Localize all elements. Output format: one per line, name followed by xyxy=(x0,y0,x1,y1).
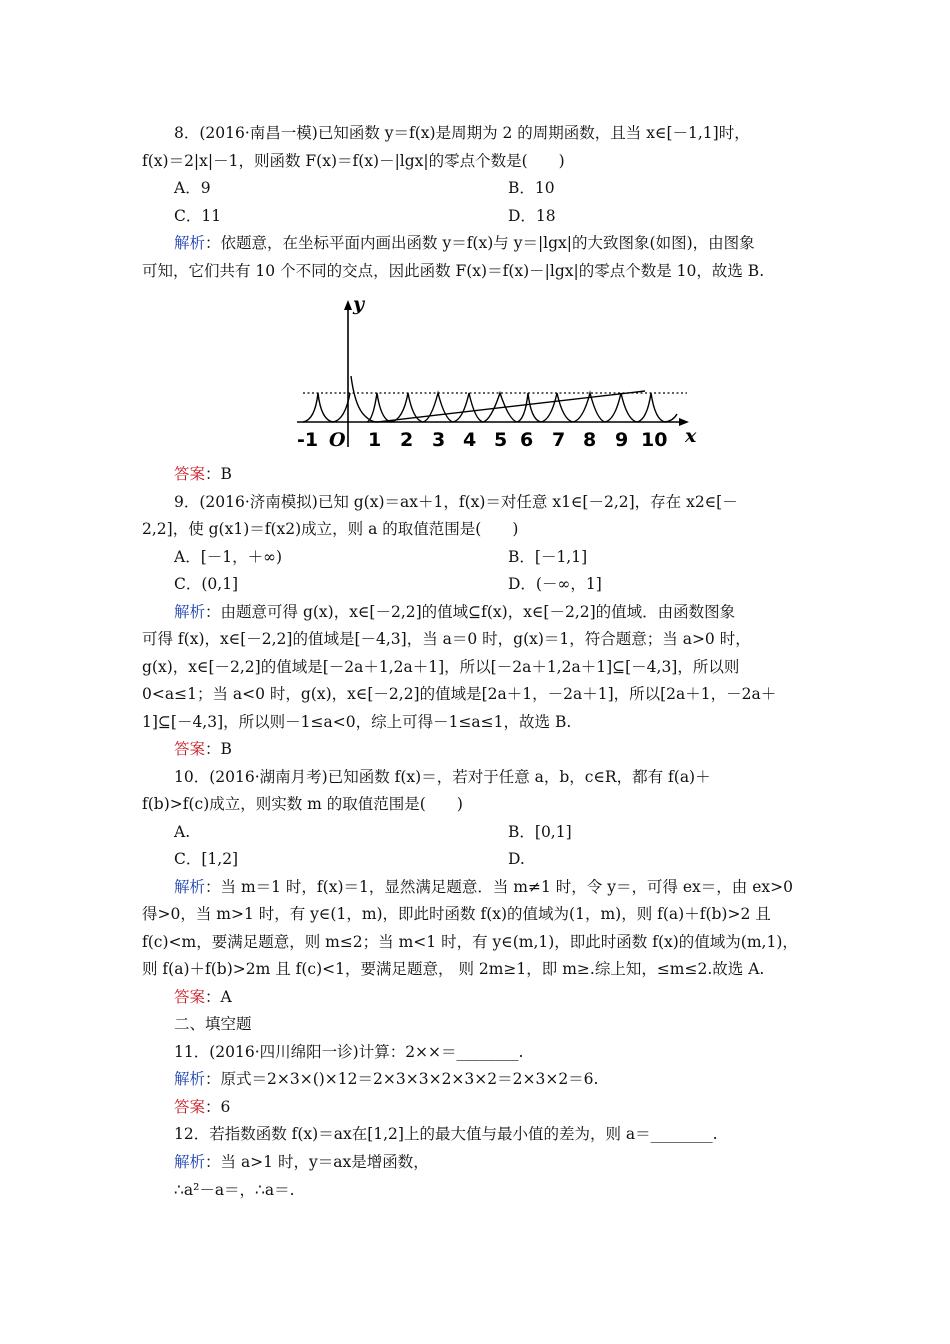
q9-analysis-line1 xyxy=(174,602,844,622)
q9-answer xyxy=(174,739,844,759)
q10-option-d: D. xyxy=(508,850,525,868)
tick-label: 5 xyxy=(494,429,508,451)
q9-option-d: D．(－∞，1] xyxy=(508,575,602,593)
q8-answer-text: ：B xyxy=(205,465,232,483)
q9-option-a: A．[－1，＋∞) xyxy=(174,548,283,566)
q8-analysis-line2: 可知，它们共有 10 个不同的交点，因此函数 F(x)＝f(x)－|lgx|的零点个数是 10，故选 B. xyxy=(142,262,765,280)
q9-option-b: B．[－1,1] xyxy=(508,548,588,566)
q12-stem: 12．若指数函数 f(x)＝ax在[1,2]上的最大值与最小值的差为，则 a＝________. xyxy=(174,1125,718,1143)
tick-label: 1 xyxy=(368,429,382,451)
q9-stem-line1: 9．(2016·济南模拟)已知 g(x)＝ax＋1，f(x)＝对任意 x1∈[－2,2]，存在 x2∈[－ xyxy=(174,493,738,511)
q10-analysis-line1 xyxy=(174,877,844,897)
q10-analysis-text: ：当 m＝1 时，f(x)＝1，显然满足题意．当 m≠1 时，令 y＝，可得 ex＝，由 ex>0 xyxy=(205,878,793,896)
q8-option-a: A．9 xyxy=(174,179,211,197)
function-graph-figure xyxy=(285,292,705,452)
q11-answer-text: ：6 xyxy=(205,1098,231,1116)
q8-option-d: D．18 xyxy=(508,207,556,225)
q9-option-c: C．(0,1] xyxy=(174,575,239,593)
q11-analysis-text: ：原式＝2×3×()×12＝2×3×3×2×3×2＝2×3×2＝6. xyxy=(205,1070,599,1088)
q9-analysis-line5: 1]⊆[－4,3]，所以则－1≤a<0，综上可得－1≤a≤1，故选 B. xyxy=(142,713,572,731)
q10-analysis-line3: f(c)<m，要满足题意，则 m≤2；当 m<1 时，有 y∈(m,1)，即此时函数 f(x)的值域为(m,1)， xyxy=(142,933,798,951)
q12-analysis xyxy=(174,1152,844,1172)
q8-answer xyxy=(174,464,844,484)
q11-stem: 11．(2016·四川绵阳一诊)计算：2××＝________. xyxy=(174,1043,524,1061)
answer-label: 答案 xyxy=(174,988,206,1006)
analysis-label: 解析 xyxy=(174,603,206,621)
tick-label: 3 xyxy=(432,429,446,451)
y-axis-label: y xyxy=(353,293,365,315)
q8-stem-line2: f(x)＝2|x|－1，则函数 F(x)＝f(x)－|lgx|的零点个数是( ) xyxy=(142,152,565,170)
q10-option-b: B．[0,1] xyxy=(508,823,572,841)
tick-label: 9 xyxy=(615,429,629,451)
q10-answer xyxy=(174,987,844,1007)
q8-analysis-text: ：依题意，在坐标平面内画出函数 y＝f(x)与 y＝|lgx|的大致图象(如图)，由图象 xyxy=(205,234,755,252)
q8-analysis-line1 xyxy=(174,233,844,253)
x-axis-label: x xyxy=(685,425,697,447)
q8-stem-line1: 8．(2016·南昌一模)已知函数 y＝f(x)是周期为 2 的周期函数，且当 x∈[－1,1]时， xyxy=(174,124,750,142)
analysis-label: 解析 xyxy=(174,1070,206,1088)
q8-option-c: C．11 xyxy=(174,207,222,225)
tick-label: 10 xyxy=(641,429,668,451)
q12-analysis-text: ：当 a>1 时，y＝ax是增函数， xyxy=(205,1153,429,1171)
q10-option-c: C．[1,2] xyxy=(174,850,239,868)
origin-label: O xyxy=(329,429,346,451)
q10-analysis-line4: 则 f(a)＋f(b)>2m 且 f(c)<1，要满足题意， 则 2m≥1，即 m≥.综上知，≤m≤2.故选 A. xyxy=(142,960,765,978)
tick-label: 8 xyxy=(583,429,597,451)
tick-label: 7 xyxy=(552,429,566,451)
analysis-label: 解析 xyxy=(174,1153,206,1171)
q9-analysis-line2: 可得 f(x)，x∈[－2,2]的值域是[－4,3]，当 a＝0 时，g(x)＝1，符合题意；当 a>0 时， xyxy=(142,630,751,648)
q10-answer-text: ：A xyxy=(205,988,232,1006)
answer-label: 答案 xyxy=(174,740,206,758)
q9-stem-line2: 2,2]，使 g(x1)＝f(x2)成立，则 a 的取值范围是( ) xyxy=(142,520,519,538)
q10-analysis-line2: 得>0，当 m>1 时，有 y∈(1，m)，即此时函数 f(x)的值域为(1，m)，则 f(a)＋f(b)>2 且 xyxy=(142,905,771,923)
section-heading: 二、填空题 xyxy=(174,1015,252,1033)
q12-analysis-line2: ∴a²－a＝，∴a＝. xyxy=(174,1181,295,1199)
tick-label: 6 xyxy=(520,429,534,451)
graph-svg xyxy=(285,292,705,452)
analysis-label: 解析 xyxy=(174,878,206,896)
q9-answer-text: ：B xyxy=(205,740,232,758)
q9-analysis-text: ：由题意可得 g(x)，x∈[－2,2]的值域⊆f(x)，x∈[－2,2]的值域．由函数图象 xyxy=(205,603,736,621)
q10-stem-line1: 10．(2016·湖南月考)已知函数 f(x)＝，若对于任意 a，b，c∈R，都有 f(a)＋ xyxy=(174,768,711,786)
tick-label: 2 xyxy=(400,429,414,451)
q9-analysis-line4: 0<a≤1；当 a<0 时，g(x)，x∈[－2,2]的值域是[2a＋1，－2a＋1]，所以[2a＋1，－2a＋ xyxy=(142,685,777,703)
q8-option-b: B．10 xyxy=(508,179,555,197)
answer-label: 答案 xyxy=(174,465,206,483)
q11-analysis xyxy=(174,1069,844,1089)
tick-label: 4 xyxy=(463,429,477,451)
answer-label: 答案 xyxy=(174,1098,206,1116)
q11-answer xyxy=(174,1097,844,1117)
q9-analysis-line3: g(x)，x∈[－2,2]的值域是[－2a＋1,2a＋1]，所以[－2a＋1,2a＋1]⊆[－4,3]，所以则 xyxy=(142,658,740,676)
q10-stem-line2: f(b)>f(c)成立，则实数 m 的取值范围是( ) xyxy=(142,795,463,813)
tick-label: -1 xyxy=(297,429,319,451)
y-axis-arrow xyxy=(344,300,352,310)
analysis-label: 解析 xyxy=(174,234,206,252)
q10-option-a: A. xyxy=(174,823,191,841)
